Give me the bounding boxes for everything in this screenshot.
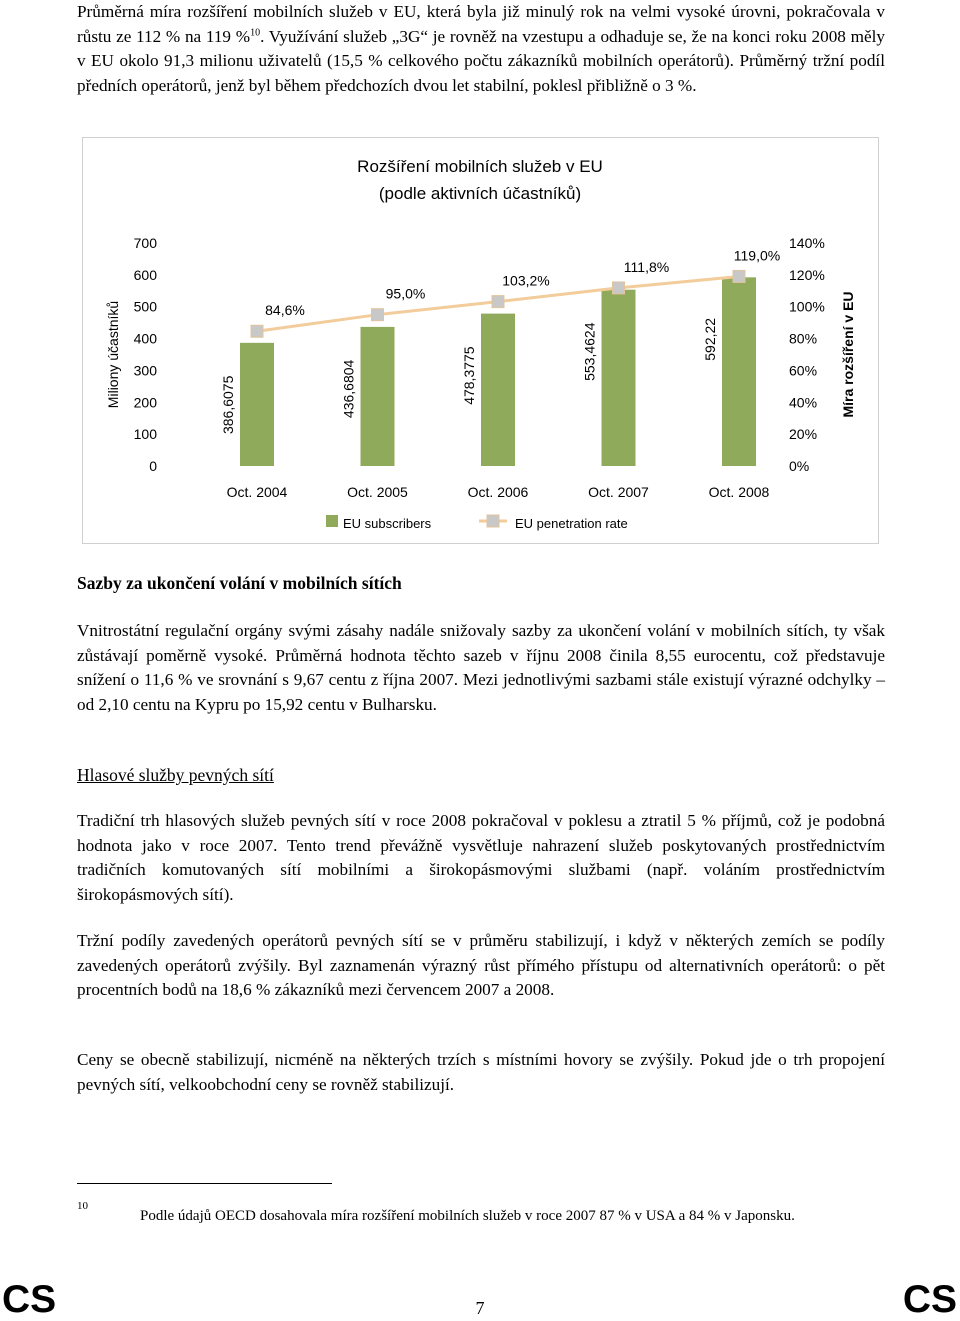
x-tick-label: Oct. 2005 (347, 484, 408, 500)
y-tick-label: 700 (133, 235, 157, 251)
y2-tick-label: 140% (789, 235, 825, 251)
section-heading-mtr: Sazby za ukončení volání v mobilních sítích (77, 573, 402, 593)
penetration-value-label: 103,2% (502, 272, 550, 289)
chart-title-line1: Rozšíření mobilních služeb v EU (357, 157, 603, 176)
y2-tick-label: 40% (789, 394, 818, 411)
legend-marker-penetration (487, 515, 499, 527)
footer-language-right: CS (902, 1278, 957, 1321)
y2-tick-label: 60% (789, 362, 818, 379)
penetration-chart (82, 137, 879, 544)
y2-tick-label: 0% (789, 458, 810, 474)
footnote-ref[interactable]: 10 (250, 26, 261, 38)
y-tick-label: 100 (133, 426, 157, 443)
penetration-value-label: 119,0% (733, 247, 781, 264)
y2-tick-label: 80% (789, 330, 818, 347)
intro-text-before: Průměrná míra rozšíření mobilních služeb v EU, která byla již minulý rok na velmi vysoké úrovni, pokračovala v růstu ze 112 % na 119 % (77, 2, 885, 46)
y-tick-label: 400 (133, 330, 157, 347)
bar (481, 314, 515, 466)
chart-title-line2: (podle aktivních účastníků) (378, 184, 582, 203)
legend-label-subscribers: EU subscribers (343, 516, 432, 531)
y2-axis-label: Míra rozšíření v EU (840, 291, 856, 418)
penetration-value-label: 95,0% (385, 285, 426, 302)
y-tick-label: 300 (133, 362, 157, 379)
bar (722, 277, 756, 466)
y-tick-label: 500 (133, 298, 157, 315)
bar-value-label: 436,6804 (340, 359, 357, 419)
chart-canvas (83, 138, 878, 543)
bar-value-label: 386,6075 (220, 375, 236, 435)
penetration-marker (733, 270, 745, 282)
section-mtr-paragraph: Vnitrostátní regulační orgány svými zásahy nadále snižovaly sazby za ukončení volání v mobilních sítích, ty však zůstávají poměrně vysoké. Průměrná hodnota těchto sazeb v říjnu 2008 činila 8,55 eurocentu, což představuje snížení o 11,6 % ve srovnání s 9,67 centu z října 2007. Mezi jednotlivými sazbami stále existují výrazné odchylky – od 2,10 centu na Kypru po 15,92 centu v Bulharsku. (77, 621, 885, 714)
legend-swatch-subscribers (326, 515, 338, 527)
penetration-value-label: 111,8% (623, 258, 670, 275)
bar (602, 290, 636, 466)
x-tick-label: Oct. 2007 (588, 484, 649, 500)
penetration-value-label: 84,6% (265, 302, 305, 319)
y-tick-label: 600 (133, 266, 157, 283)
x-tick-label: Oct. 2008 (708, 484, 770, 500)
penetration-marker (251, 325, 263, 337)
section-heading-fixed-voice: Hlasové služby pevných sítí (77, 765, 274, 785)
section-fixed-paragraph-2: Tržní podíly zavedených operátorů pevných sítí se v průměru stabilizují, i když v některých zemích se podíly zavedených operátorů zvýšily. Byl zaznamenán výrazný růst přímého přístupu od alternativních operátorů: o pět procentních bodů na 18,6 % zákazníků mezi červencem 2007 a 2008. (77, 931, 885, 999)
penetration-marker (492, 296, 504, 308)
x-tick-label: Oct. 2004 (226, 484, 288, 500)
page-number: 7 (475, 1298, 485, 1318)
y2-tick-label: 120% (789, 266, 825, 283)
legend-label-penetration: EU penetration rate (515, 516, 628, 531)
footer-language-left: CS (2, 1278, 57, 1321)
y2-tick-label: 100% (789, 298, 825, 315)
bar-value-label: 553,4624 (581, 322, 598, 381)
section-fixed-paragraph-3: Ceny se obecně stabilizují, nicméně na některých trzích s místními hovory se zvýšily. Pokud jde o trh propojení pevných sítí, velkoobchodní ceny se rovněž stabilizují. (77, 1050, 885, 1094)
x-tick-label: Oct. 2006 (467, 484, 529, 500)
bar-value-label: 592,22 (702, 317, 718, 361)
y-tick-label: 0 (149, 458, 157, 474)
bar-value-label: 478,3775 (461, 346, 477, 405)
y2-tick-label: 20% (789, 426, 818, 443)
intro-text-after: . Využívání služeb „3G“ je rovněž na vzestupu a odhaduje se, že na konci roku 2008 měly v EU okolo 91,3 milionu uživatelů (15,5 % celkového počtu zákazníků mobilních operátorů). Průměrný tržní podíl předních operátorů, jenž byl během předchozích dvou let stabilní, poklesl přibližně o 3 %. (77, 26, 885, 95)
footnote-divider (77, 1183, 332, 1184)
penetration-marker (372, 309, 384, 321)
y-tick-label: 200 (133, 394, 157, 411)
footnote-text: Podle údajů OECD dosahovala míra rozšíření mobilních služeb v roce 2007 87 % v USA a 84 % v Japonsku. (140, 1208, 795, 1224)
intro-paragraph (77, 0, 885, 98)
y-axis-label: Miliony účastníků (105, 300, 121, 409)
penetration-marker (613, 282, 625, 294)
section-fixed-paragraph-1: Tradiční trh hlasových služeb pevných sítí v roce 2008 pokračoval v poklesu a ztratil 5 % příjmů, což je podobná hodnota jako v roce 2007. Tento trend převážně vysvětluje nahrazení služeb poskytovaných prostřednictvím tradičních komutovaných sítí mobilními a širokopásmovými službami (např. voláním prostřednictvím širokopásmových sítí). (77, 811, 885, 904)
bar (361, 327, 395, 466)
footnote-number: 10 (77, 1200, 88, 1212)
bar (240, 343, 274, 466)
